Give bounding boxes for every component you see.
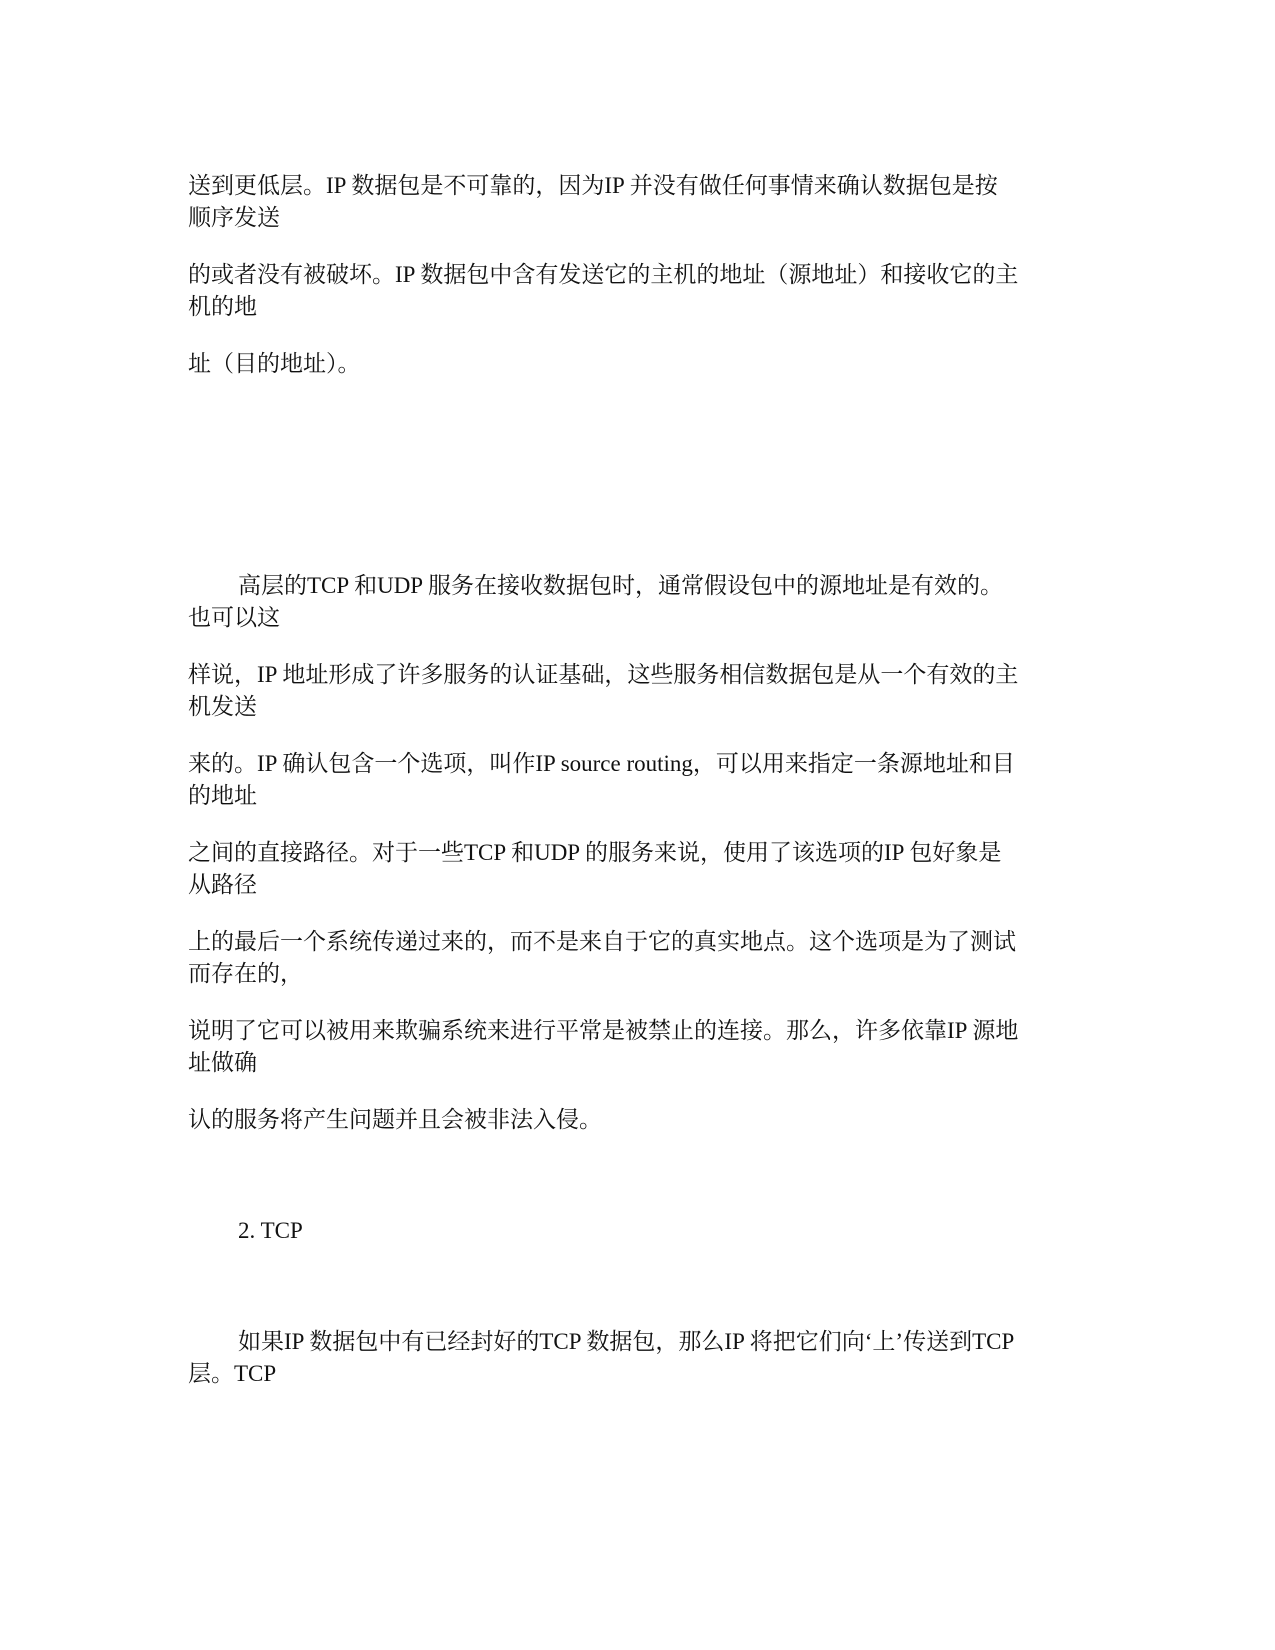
text-line: 来的。IP 确认包含一个选项，叫作IP source routing，可以用来指定一条源地址和目	[188, 751, 1015, 776]
text-line: 高层的TCP 和UDP 服务在接收数据包时，通常假设包中的源地址是有效的。	[238, 573, 1003, 598]
paragraph-spoofing	[188, 1015, 1088, 1079]
text-line: 的地址	[188, 783, 257, 808]
text-line: 址做确	[188, 1050, 257, 1075]
paragraph-source-routing	[188, 748, 1088, 812]
heading-text: 2. TCP	[238, 1218, 303, 1243]
paragraph-ip-unreliable	[188, 170, 1088, 234]
paragraph-direct-path	[188, 837, 1088, 901]
section-heading-tcp	[238, 1215, 1088, 1247]
text-line: 从路径	[188, 872, 257, 897]
text-line: 如果IP 数据包中有已经封好的TCP 数据包，那么IP 将把它们向‘上’传送到TCP	[238, 1329, 1015, 1354]
text-line: 的或者没有被破坏。IP 数据包中含有发送它的主机的地址（源地址）和接收它的主	[188, 262, 1019, 287]
paragraph-auth-basis	[188, 659, 1088, 723]
text-line: 说明了它可以被用来欺骗系统来进行平常是被禁止的连接。那么，许多依靠IP 源地	[188, 1018, 1019, 1043]
text-line: 址（目的地址）。	[188, 351, 361, 376]
text-line: 机发送	[188, 694, 257, 719]
text-line: 送到更低层。IP 数据包是不可靠的，因为IP 并没有做任何事情来确认数据包是按	[188, 173, 998, 198]
paragraph-last-system	[188, 926, 1088, 990]
text-line: 而存在的，	[188, 961, 303, 986]
text-line: 机的地	[188, 294, 257, 319]
paragraph-ip-address	[188, 259, 1088, 323]
text-line: 上的最后一个系统传递过来的，而不是来自于它的真实地点。这个选项是为了测试	[188, 929, 1016, 954]
paragraph-intrusion	[188, 1104, 1088, 1136]
paragraph-tcp-layer	[188, 1326, 1088, 1390]
text-line: 顺序发送	[188, 205, 280, 230]
text-line: 层。TCP	[188, 1361, 277, 1386]
text-line: 也可以这	[188, 605, 280, 630]
text-line: 之间的直接路径。对于一些TCP 和UDP 的服务来说，使用了该选项的IP 包好象是	[188, 840, 1002, 865]
text-line: 认的服务将产生问题并且会被非法入侵。	[188, 1107, 602, 1132]
text-line: 样说，IP 地址形成了许多服务的认证基础，这些服务相信数据包是从一个有效的主	[188, 662, 1019, 687]
paragraph-destination-address	[188, 348, 1088, 380]
paragraph-higher-layers	[188, 570, 1088, 634]
